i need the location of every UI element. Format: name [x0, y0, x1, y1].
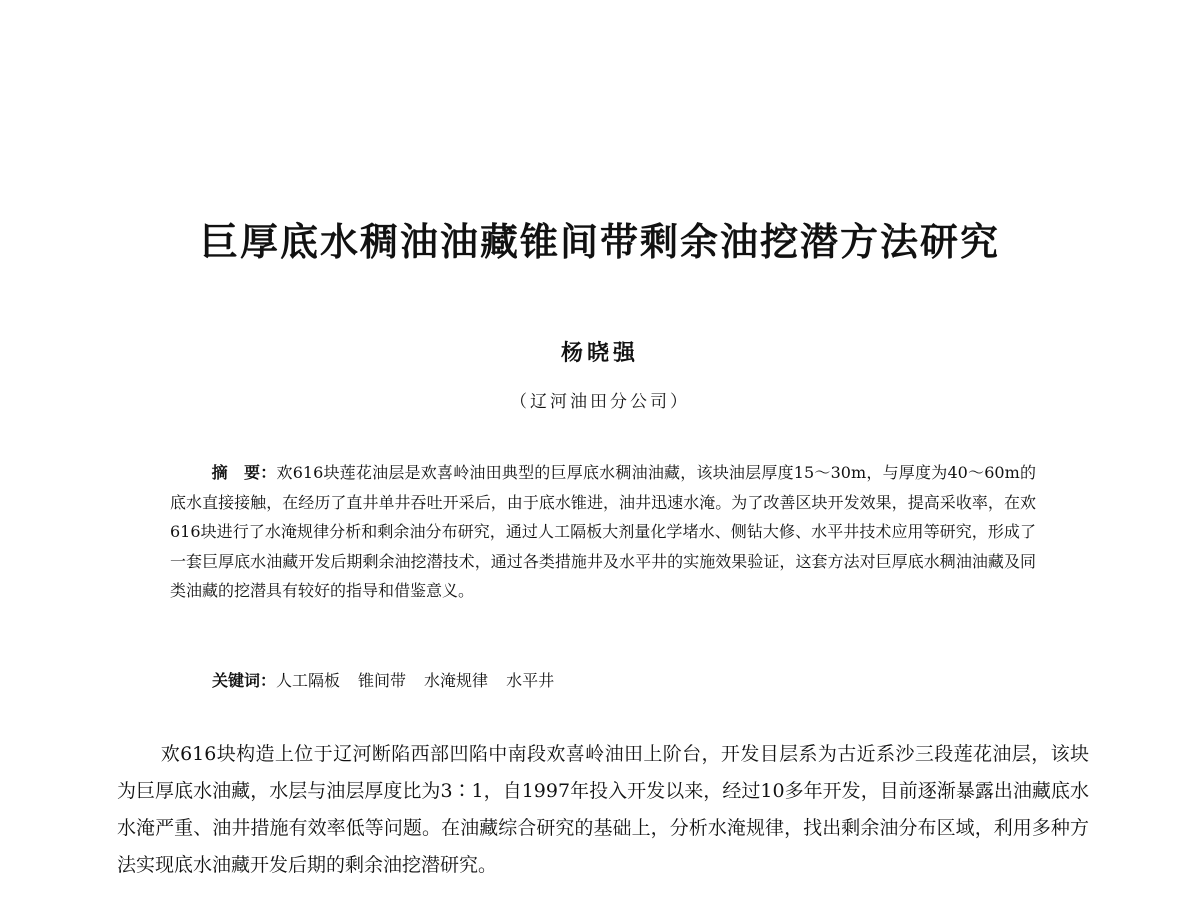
keyword-2: 锥间带	[358, 671, 407, 690]
keywords-label: 关键词：	[212, 671, 277, 690]
author-name: 杨晓强	[560, 340, 639, 366]
author-affiliation: （辽河油田分公司）	[510, 392, 690, 412]
keywords	[212, 667, 1032, 695]
paper-title: 巨厚底水稠油油藏锥间带剩余油挖潜方法研究	[199, 220, 1000, 264]
abstract-text: 欢616块莲花油层是欢喜岭油田典型的巨厚底水稠油油藏，该块油层厚度15～30m，与厚度为40～60m的底水直接接触，在经历了直井单井吞吐开采后，由于底水锥进，油井迅速水淹。为了改善区块开发效果，提高采收率，在欢616块进行了水淹规律分析和剩余油分布研究，通过人工隔板大剂量化学堵水、侧钻大修、水平井技术应用等研究，形成了一套巨厚底水油藏开发后期剩余油挖潜技术，通过各类措施井及水平井的实施效果验证，这套方法对巨厚底水稠油油藏及同类油藏的挖潜具有较好的指导和借鉴意义。	[170, 463, 1036, 600]
keyword-3: 水淹规律	[424, 671, 489, 690]
abstract-label: 摘 要：	[211, 463, 277, 482]
abstract	[170, 458, 1036, 606]
intro-paragraph: 欢616块构造上位于辽河断陷西部凹陷中南段欢喜岭油田上阶台，开发目层系为古近系沙三段莲花油层，该块为巨厚底水油藏，水层与油层厚度比为3∶1，自1997年投入开发以来，经过10多年开发，目前逐渐暴露出油藏底水水淹严重、油井措施有效率低等问题。在油藏综合研究的基础上，分析水淹规律，找出剩余油分布区域，利用多种方法实现底水油藏开发后期的剩余油挖潜研究。	[117, 743, 1089, 876]
keyword-1: 人工隔板	[276, 671, 341, 690]
keyword-4: 水平井	[506, 671, 555, 690]
